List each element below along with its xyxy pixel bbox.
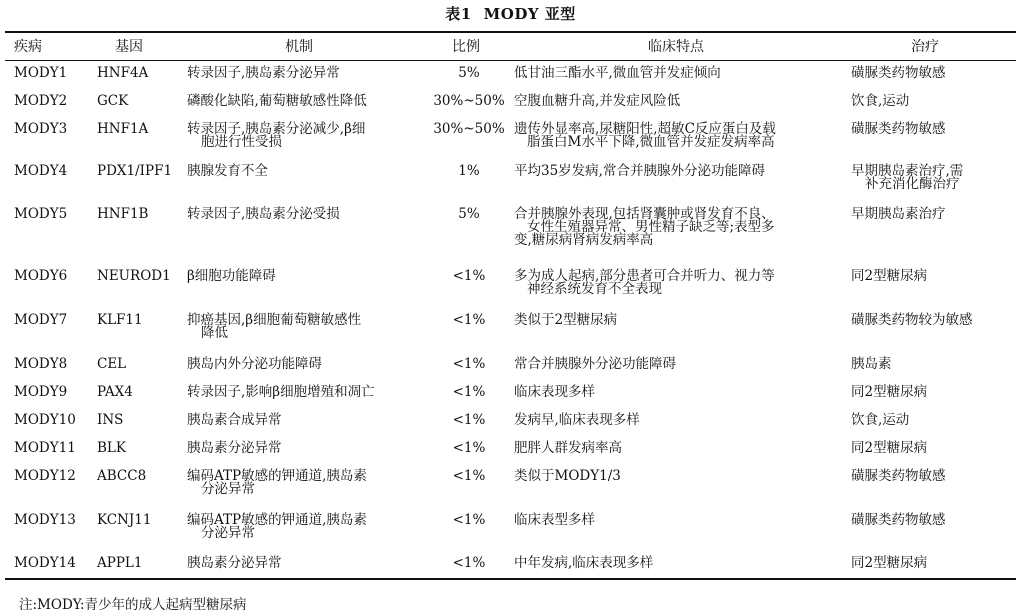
cell-ratio: <1% <box>452 440 486 456</box>
cell-gene: PDX1/IPF1 <box>97 163 173 179</box>
cell-disease: MODY10 <box>14 412 76 428</box>
cell-mechanism <box>187 414 425 427</box>
cell-mechanism-line: 分泌异常 <box>201 525 255 541</box>
cell-disease: MODY6 <box>14 268 68 284</box>
cell-clinical <box>514 208 844 247</box>
header-rule <box>5 60 1016 61</box>
cell-treatment <box>851 314 1011 327</box>
cell-treatment-line: 早期胰岛素治疗 <box>851 206 946 222</box>
cell-gene: HNF1B <box>97 206 149 222</box>
cell-mechanism-line: 分泌异常 <box>201 481 255 497</box>
cell-gene: HNF4A <box>97 65 149 81</box>
cell-mechanism-line: 胰腺发育不全 <box>187 163 268 179</box>
cell-ratio: 5% <box>458 206 480 222</box>
cell-disease: MODY13 <box>14 512 76 528</box>
cell-mechanism-line: 胰岛内外分泌功能障碍 <box>187 356 322 372</box>
cell-treatment <box>851 442 1011 455</box>
cell-treatment-line: 胰岛素 <box>851 356 892 372</box>
cell-treatment <box>851 514 1011 527</box>
cell-mechanism <box>187 165 425 178</box>
cell-mechanism <box>187 514 425 540</box>
bottom-rule <box>5 578 1016 580</box>
cell-mechanism <box>187 123 425 149</box>
cell-ratio: <1% <box>452 468 486 484</box>
cell-treatment <box>851 557 1011 570</box>
table-caption <box>0 3 1021 24</box>
cell-disease: MODY12 <box>14 468 76 484</box>
cell-clinical <box>514 270 844 296</box>
cell-clinical <box>514 514 844 527</box>
cell-clinical-line: 发病早,临床表现多样 <box>514 412 640 428</box>
cell-gene: CEL <box>97 356 127 372</box>
cell-mechanism <box>187 67 425 80</box>
cell-disease: MODY1 <box>14 65 68 81</box>
cell-disease: MODY7 <box>14 312 68 328</box>
cell-ratio: <1% <box>452 512 486 528</box>
cell-mechanism-line: 编码ATP敏感的钾通道,胰岛素 <box>187 512 367 528</box>
cell-gene: GCK <box>97 93 129 109</box>
cell-gene: KLF11 <box>97 312 143 328</box>
cell-treatment-line: 同2型糖尿病 <box>851 555 928 571</box>
cell-treatment-line: 补充消化酶治疗 <box>865 176 960 192</box>
header-disease: 疾病 <box>14 39 42 55</box>
cell-treatment-line: 磺脲类药物敏感 <box>851 121 946 137</box>
cell-mechanism-line: 胰岛素分泌异常 <box>187 555 282 571</box>
cell-treatment-line: 同2型糖尿病 <box>851 384 928 400</box>
cell-mechanism-line: 转录因子,胰岛素分泌受损 <box>187 206 340 222</box>
cell-mechanism <box>187 95 425 108</box>
cell-disease: MODY8 <box>14 356 68 372</box>
cell-treatment <box>851 470 1011 483</box>
cell-gene: BLK <box>97 440 126 456</box>
cell-clinical-line: 类似于MODY1/3 <box>514 468 621 484</box>
header-mechanism: 机制 <box>285 39 313 55</box>
cell-disease: MODY2 <box>14 93 68 109</box>
cell-disease: MODY5 <box>14 206 68 222</box>
cell-clinical-line: 常合并胰腺外分泌功能障碍 <box>514 356 676 372</box>
header-gene: 基因 <box>115 39 143 55</box>
cell-mechanism-line: 转录因子,胰岛素分泌减少,β细 <box>187 121 366 137</box>
cell-disease: MODY11 <box>14 440 76 456</box>
table-title: MODY 亚型 <box>483 5 576 23</box>
cell-mechanism-line: 胰岛素分泌异常 <box>187 440 282 456</box>
cell-mechanism-line: 转录因子,胰岛素分泌异常 <box>187 65 340 81</box>
cell-mechanism <box>187 314 425 340</box>
cell-mechanism <box>187 442 425 455</box>
cell-clinical-line: 中年发病,临床表现多样 <box>514 555 654 571</box>
cell-treatment <box>851 67 1011 80</box>
cell-disease: MODY3 <box>14 121 68 137</box>
cell-ratio: <1% <box>452 356 486 372</box>
cell-treatment-line: 同2型糖尿病 <box>851 440 928 456</box>
cell-treatment <box>851 95 1011 108</box>
cell-treatment-line: 同2型糖尿病 <box>851 268 928 284</box>
header-ratio: 比例 <box>452 39 480 55</box>
cell-clinical-line: 遗传外显率高,尿糖阳性,超敏C反应蛋白及载 <box>514 121 776 137</box>
cell-clinical-line: 脂蛋白M水平下降,微血管并发症发病率高 <box>527 134 775 150</box>
cell-treatment <box>851 123 1011 136</box>
cell-mechanism <box>187 358 425 371</box>
cell-treatment-line: 饮食,运动 <box>851 93 910 109</box>
cell-ratio: 1% <box>458 163 480 179</box>
cell-mechanism-line: 降低 <box>201 325 228 341</box>
cell-ratio: 30%~50% <box>433 121 505 137</box>
cell-clinical <box>514 470 844 483</box>
cell-treatment <box>851 358 1011 371</box>
cell-clinical-line: 神经系统发育不全表现 <box>527 281 662 297</box>
cell-mechanism-line: 编码ATP敏感的钾通道,胰岛素 <box>187 468 367 484</box>
cell-ratio: <1% <box>452 268 486 284</box>
cell-ratio: 5% <box>458 65 480 81</box>
cell-clinical-line: 低甘油三酯水平,微血管并发症倾向 <box>514 65 721 81</box>
cell-clinical-line: 类似于2型糖尿病 <box>514 312 618 328</box>
cell-mechanism-line: 磷酸化缺陷,葡萄糖敏感性降低 <box>187 93 367 109</box>
cell-ratio: <1% <box>452 555 486 571</box>
cell-clinical-line: 多为成人起病,部分患者可合并听力、视力等 <box>514 268 775 284</box>
cell-mechanism <box>187 270 425 283</box>
cell-treatment <box>851 270 1011 283</box>
cell-clinical <box>514 123 844 149</box>
cell-treatment-line: 磺脲类药物敏感 <box>851 468 946 484</box>
cell-treatment-line: 磺脲类药物敏感 <box>851 512 946 528</box>
cell-treatment <box>851 414 1011 427</box>
cell-clinical <box>514 165 844 178</box>
cell-clinical-line: 女性生殖器异常、男性精子缺乏等;表型多 <box>527 219 775 235</box>
cell-mechanism-line: 胞进行性受损 <box>201 134 282 150</box>
cell-clinical-line: 空腹血糖升高,并发症风险低 <box>514 93 681 109</box>
table-label: 表1 <box>445 5 472 23</box>
cell-gene: PAX4 <box>97 384 133 400</box>
cell-ratio: 30%~50% <box>433 93 505 109</box>
cell-clinical-line: 肥胖人群发病率高 <box>514 440 622 456</box>
cell-clinical-line: 变,糖尿病肾病发病率高 <box>514 232 654 248</box>
cell-mechanism-line: β细胞功能障碍 <box>187 268 276 284</box>
cell-gene: KCNJ11 <box>97 512 152 528</box>
table-note: 注:MODY:青少年的成人起病型糖尿病 <box>19 597 247 613</box>
cell-treatment <box>851 208 1011 221</box>
cell-ratio: <1% <box>452 312 486 328</box>
cell-mechanism <box>187 557 425 570</box>
cell-treatment <box>851 165 1011 191</box>
cell-treatment-line: 磺脲类药物较为敏感 <box>851 312 973 328</box>
cell-gene: INS <box>97 412 124 428</box>
cell-mechanism <box>187 386 425 399</box>
cell-treatment <box>851 386 1011 399</box>
cell-ratio: <1% <box>452 412 486 428</box>
cell-gene: APPL1 <box>97 555 143 571</box>
cell-clinical-line: 合并胰腺外表现,包括肾囊肿或肾发育不良、 <box>514 206 775 222</box>
cell-clinical <box>514 67 844 80</box>
cell-clinical <box>514 442 844 455</box>
cell-mechanism-line: 胰岛素合成异常 <box>187 412 282 428</box>
cell-gene: ABCC8 <box>97 468 147 484</box>
header-clinical: 临床特点 <box>648 39 704 55</box>
cell-clinical <box>514 386 844 399</box>
top-rule <box>5 31 1016 33</box>
cell-mechanism-line: 抑癌基因,β细胞葡萄糖敏感性 <box>187 312 362 328</box>
cell-gene: HNF1A <box>97 121 149 137</box>
cell-clinical-line: 临床表型多样 <box>514 512 595 528</box>
cell-disease: MODY9 <box>14 384 68 400</box>
cell-disease: MODY4 <box>14 163 68 179</box>
cell-disease: MODY14 <box>14 555 76 571</box>
cell-ratio: <1% <box>452 384 486 400</box>
cell-mechanism <box>187 470 425 496</box>
cell-clinical <box>514 95 844 108</box>
cell-mechanism-line: 转录因子,影响β细胞增殖和凋亡 <box>187 384 375 400</box>
cell-clinical <box>514 557 844 570</box>
cell-mechanism <box>187 208 425 221</box>
header-treatment: 治疗 <box>911 39 939 55</box>
cell-treatment-line: 饮食,运动 <box>851 412 910 428</box>
cell-gene: NEUROD1 <box>97 268 171 284</box>
cell-clinical-line: 平均35岁发病,常合并胰腺外分泌功能障碍 <box>514 163 765 179</box>
cell-clinical <box>514 414 844 427</box>
cell-clinical-line: 临床表现多样 <box>514 384 595 400</box>
cell-clinical <box>514 358 844 371</box>
cell-treatment-line: 磺脲类药物敏感 <box>851 65 946 81</box>
cell-clinical <box>514 314 844 327</box>
cell-treatment-line: 早期胰岛素治疗,需 <box>851 163 964 179</box>
